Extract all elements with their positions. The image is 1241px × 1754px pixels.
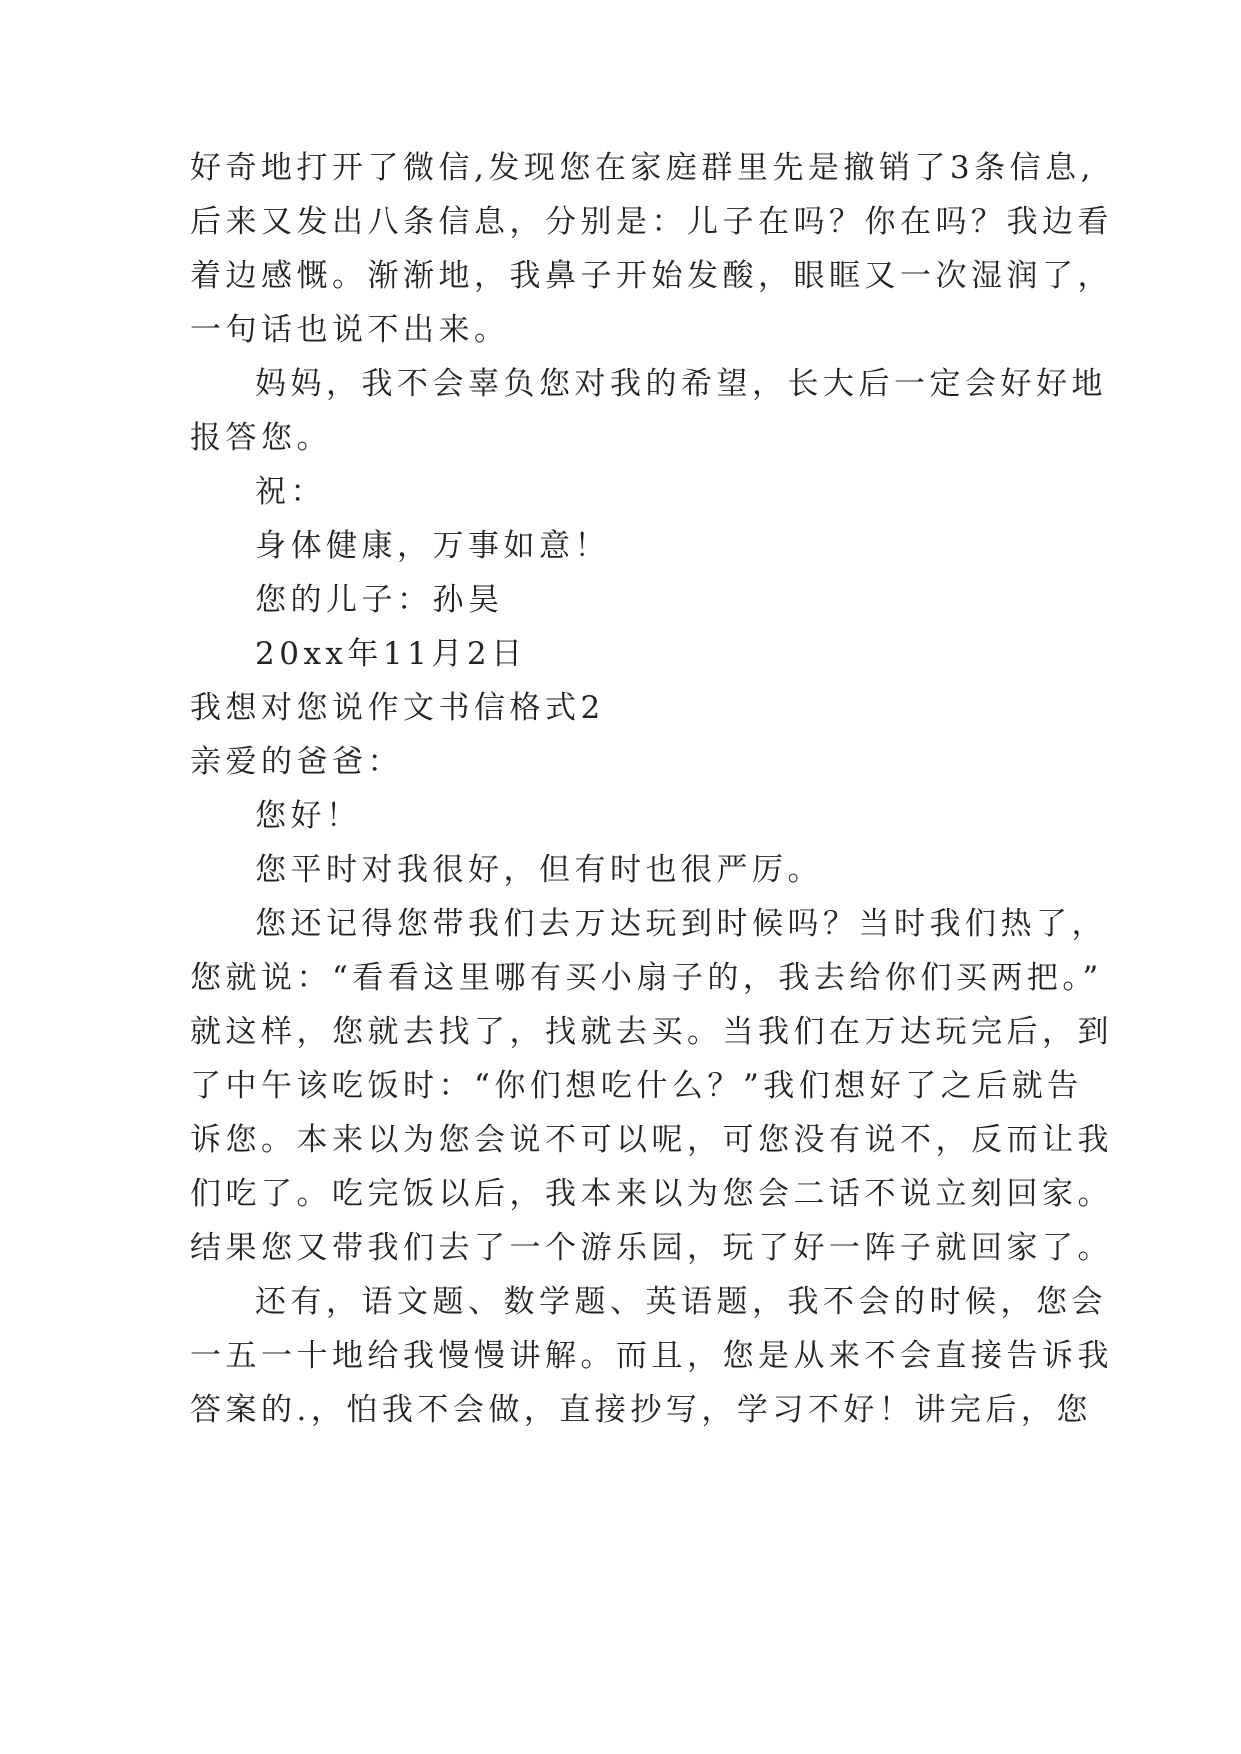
- text-line: 您还记得您带我们去万达玩到时候吗？当时我们热了，: [255, 906, 1107, 942]
- text-line: 结果您又带我们去了一个游乐园，玩了好一阵子就回家了。: [190, 1230, 1113, 1266]
- text-line: 好奇地打开了微信,发现您在家庭群里先是撤销了3条信息,: [190, 150, 1095, 186]
- text-line: 就这样，您就去找了，找就去买。当我们在万达玩完后，到: [190, 1014, 1113, 1050]
- salutation: 亲爱的爸爸：: [190, 744, 403, 780]
- text-line: 后来又发出八条信息，分别是：儿子在吗？你在吗？我边看: [190, 204, 1113, 240]
- text-line: 您就说：“看看这里哪有买小扇子的，我去给你们买两把。”: [190, 960, 1103, 996]
- text-line: 身体健康，万事如意！: [255, 528, 610, 564]
- text-line: 您平时对我很好，但有时也很严厉。: [255, 852, 823, 888]
- text-line: 还有，语文题、数学题、英语题，我不会的时候，您会: [255, 1284, 1107, 1320]
- text-line: 一句话也说不出来。: [190, 312, 510, 348]
- date-line: 20xx年11月2日: [255, 636, 527, 672]
- signature-line: 您的儿子：孙昊: [255, 582, 504, 618]
- text-line: 祝：: [255, 474, 326, 510]
- text-line: 答案的.，怕我不会做，直接抄写，学习不好！讲完后，您: [190, 1392, 1092, 1428]
- text-line: 着边感慨。渐渐地，我鼻子开始发酸，眼眶又一次湿润了，: [190, 258, 1113, 294]
- text-line: 了中午该吃饭时：“你们想吃什么？”我们想好了之后就告: [190, 1068, 1083, 1104]
- text-line: 报答您。: [190, 420, 332, 456]
- section-title: 我想对您说作文书信格式2: [190, 690, 605, 726]
- text-line: 诉您。本来以为您会说不可以呢，可您没有说不，反而让我: [190, 1122, 1113, 1158]
- text-line: 一五一十地给我慢慢讲解。而且，您是从来不会直接告诉我: [190, 1338, 1113, 1374]
- text-line: 妈妈，我不会辜负您对我的希望，长大后一定会好好地: [255, 366, 1107, 402]
- text-line: 们吃了。吃完饭以后，我本来以为您会二话不说立刻回家。: [190, 1176, 1113, 1212]
- greeting: 您好！: [255, 798, 362, 834]
